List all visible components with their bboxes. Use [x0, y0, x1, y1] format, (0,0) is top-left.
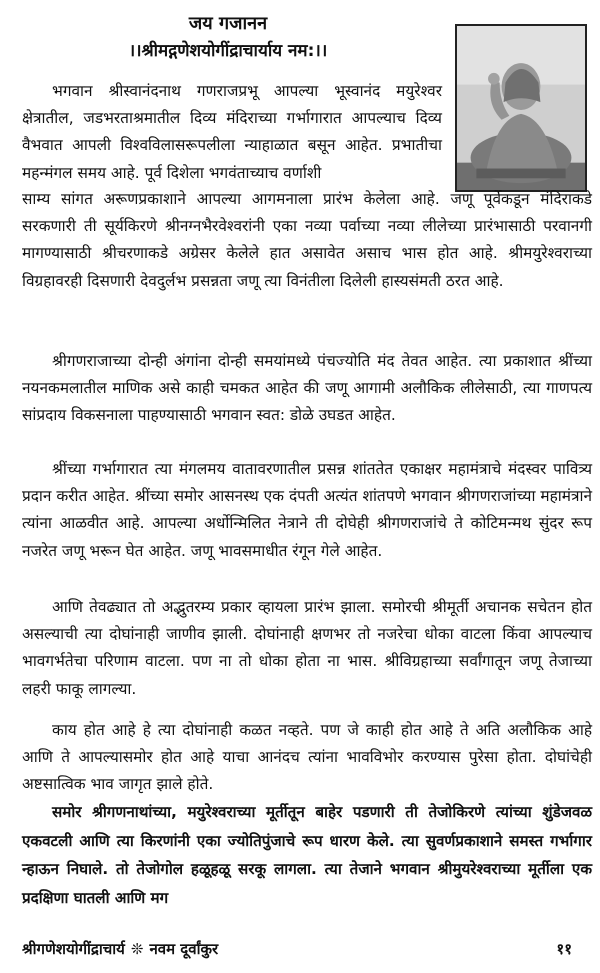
footer-chapter: नवम दूर्वांकुर: [149, 940, 219, 958]
footer-separator-icon: ❊: [130, 940, 144, 958]
paragraph-1-continued: साम्य सांगत अरूणप्रकाशाने आपल्या आगमनाला प्रारंभ केलेला आहे. जणू पूर्वेकडून मंदिराकडे सरकणारी ती सूर्यकिरणे श्रीनग्नभैरवेश्वरांनी एका नव्या पर्वाच्या नव्या लीलेच्या प्रारंभासाठी परवानगी मागण्यासाठी श्रीचरणाकडे अग्रेसर केलेले हात असावेत असाच भास होत आहे. श्रीमयुरेश्वराच्या विग्रहावरही दिसणारी देवदुर्लभ प्रसन्नता जणू त्या विनंतीला दिलेली हास्यसंमती ठरत आहे.: [22, 190, 592, 290]
paragraph-3: श्रींच्या गर्भागारात त्या मंगलमय वातावरणातील प्रसन्न शांततेत एकाक्षर महामंत्राचे मंदस्वर पावित्र्य प्रदान करीत आहेत. श्रींच्या समोर आसनस्थ एक दंपती अत्यंत शांतपणे भगवान श्रीगणराजांच्या महामंत्राने त्यांना आळवीत आहे. आपल्या अर्धोन्मिलित नेत्राने ती दोघेही श्रीगणराजांचे ते कोटिमन्मथ सुंदर रूप नजरेत जणू भरून घेत आहेत. जणू भावसमाधीत रंगून गेले आहेत.: [22, 460, 592, 560]
paragraph-5: काय होत आहे हे त्या दोघांनाही कळत नव्हते. पण जे काही होत आहे ते अति अलौकिक आहे आणि ते आपल्यासमोर होत आहे याचा आनंदच त्यांना भावविभोर करण्यास पुरेसा होता. दोघांचेही अष्टसात्विक भाव जागृत झाले होते.: [22, 721, 592, 794]
paragraph-2: श्रीगणराजाच्या दोन्ही अंगांना दोन्ही समयांमध्ये पंचज्योति मंद तेवत आहेत. त्या प्रकाशात श्रींच्या नयनकमलातील माणिक असे काही चमकत आहेत की जणू आगामी अलौकिक लीलेसाठी, त्या गाणपत्य सांप्रदाय विकसनाला पाहण्यासाठी भगवान स्वत: डोळे उघडत आहेत.: [22, 352, 592, 425]
paragraph-6: समोर श्रीगणनाथांच्या, मयुरेश्वराच्या मूर्तीतून बाहेर पडणारी ती तेजोकिरणे त्यांच्या शुंडेजवळ एकवटली आणि त्या किरणांनी एका ज्योतिपुंजाचे रूप धारण केले. त्या सुवर्णप्रकाशाने समस्त गर्भागार न्हाऊन निघाले. तो तेजोगोल हळूहळू सरकू लागला. त्या तेजाने भगवान श्रीमुयरेश्वराच्या मूर्तीला एक प्रदक्षिणा घातली आणि मग: [22, 803, 592, 907]
footer-book-title: [22, 936, 218, 962]
header: [12, 12, 444, 64]
footer-author: श्रीगणेशयोगींद्राचार्य: [22, 940, 125, 958]
page-subtitle: ।।श्रीमद्गणेशयोगींद्राचार्याय नम:।।: [128, 41, 328, 61]
page-number: ११: [556, 940, 572, 958]
page-footer: [22, 936, 578, 962]
paragraph-4: आणि तेवढ्यात तो अद्भुतरम्य प्रकार व्हायला प्रारंभ झाला. समोरची श्रीमूर्ती अचानक सचेतन होत असल्याची त्या दोघांनाही जाणीव झाली. दोघांनाही क्षणभर तो नजरेचा धोका वाटला किंवा आपल्याच भावगर्भतेचा परिणाम वाटला. पण ना तो धोका होता ना भास. श्रीविग्रहाच्या सर्वांगातून जणू तेजाच्या लहरी फाकू लागल्या.: [22, 598, 592, 698]
paragraph-1: भगवान श्रीस्वानंदनाथ गणराजप्रभू आपल्या भूस्वानंद मयुरेश्वर क्षेत्रातील, जडभरताश्रमातील दिव्य मंदिराच्या गर्भागारात आपल्याच दिव्य वैभवात आपली विश्वविलासरूपलीला न्याहाळात बसून आहेत. प्रभातीचा महन्मंगल समय आहे. पूर्व दिशेला भगवंताच्याच वर्णाशी: [22, 82, 442, 182]
saint-photo-icon: [457, 26, 585, 190]
saint-photo: [455, 24, 587, 192]
page-title: जय गजानन: [188, 13, 268, 34]
